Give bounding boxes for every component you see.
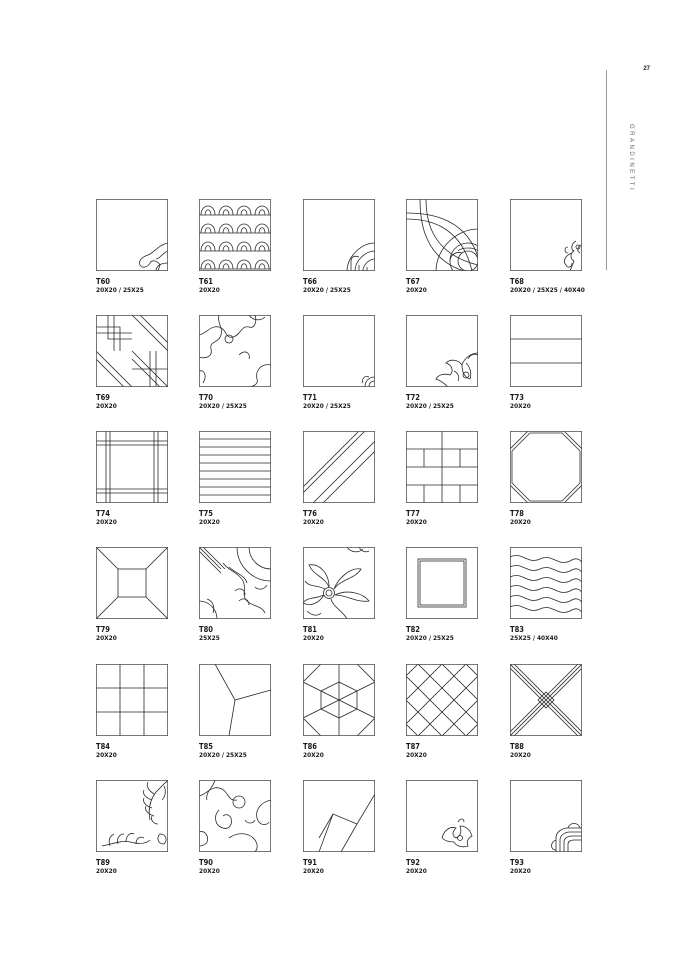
tile-code: T74	[96, 509, 110, 518]
inner-square-pattern	[406, 547, 478, 619]
rhombus-fold-pattern	[303, 780, 375, 852]
tile-code: T75	[199, 509, 213, 518]
nine-grid-pattern	[96, 664, 168, 736]
tile-caption	[406, 510, 516, 526]
tile-t83	[510, 547, 582, 642]
tile-code: T80	[199, 625, 213, 634]
tile-size: 20X20 / 25X25 / 40X40	[510, 286, 585, 294]
scroll-ornament-pattern	[199, 780, 271, 852]
tile-code: T60	[96, 277, 110, 286]
tile-code: T71	[303, 393, 317, 402]
tile-t68	[510, 199, 585, 294]
tile-caption	[303, 510, 413, 526]
tile-t82	[406, 547, 478, 642]
tile-t81	[303, 547, 375, 642]
tile-size: 20X20 / 25X25	[199, 402, 247, 410]
tile-t90	[199, 780, 271, 875]
tile-t69	[96, 315, 168, 410]
tile-caption	[406, 394, 516, 410]
tile-size: 20X20	[303, 634, 324, 642]
tile-t93	[510, 780, 582, 875]
tile-size: 20X20 / 25X25	[406, 634, 454, 642]
tile-code: T90	[199, 858, 213, 867]
tile-caption	[303, 394, 413, 410]
tile-caption	[406, 278, 516, 294]
tile-code: T82	[406, 625, 420, 634]
tile-size: 20X20	[96, 751, 117, 759]
brick-grid-pattern	[406, 431, 478, 503]
tile-code: T73	[510, 393, 524, 402]
corner-knot-pattern	[510, 780, 582, 852]
three-way-split-pattern	[199, 664, 271, 736]
tile-size: 20X20 / 25X25	[96, 286, 144, 294]
pyramid-pattern	[96, 547, 168, 619]
tile-t87	[406, 664, 478, 759]
tile-code: T86	[303, 742, 317, 751]
tile-code: T78	[510, 509, 524, 518]
tile-t67	[406, 199, 478, 294]
tile-t84	[96, 664, 168, 759]
tile-caption	[510, 859, 620, 875]
tile-size: 20X20	[303, 518, 324, 526]
diagonal-cross-pattern	[510, 664, 582, 736]
tile-t88	[510, 664, 582, 759]
tile-caption	[199, 394, 309, 410]
tile-t89	[96, 780, 168, 875]
corner-arches-pattern	[303, 199, 375, 271]
basket-weave-pattern	[96, 315, 168, 387]
tile-code: T68	[510, 277, 524, 286]
ornate-quarter-pattern	[199, 547, 271, 619]
cube-star-pattern	[303, 664, 375, 736]
tile-caption	[510, 743, 620, 759]
tile-size: 20X20	[96, 402, 117, 410]
tile-t79	[96, 547, 168, 642]
acanthus-corner-pattern	[406, 315, 478, 387]
tile-t66	[303, 199, 375, 294]
tile-size: 20X20	[199, 867, 220, 875]
tile-caption	[199, 510, 309, 526]
fern-corner-pattern	[96, 780, 168, 852]
tile-t76	[303, 431, 375, 526]
tile-size: 20X20 / 25X25	[303, 402, 351, 410]
diagonal-band-pattern	[303, 431, 375, 503]
tile-size: 20X20	[510, 402, 531, 410]
side-rule	[606, 70, 607, 270]
tile-code: T77	[406, 509, 420, 518]
tile-code: T76	[303, 509, 317, 518]
tile-code: T87	[406, 742, 420, 751]
tile-size: 20X20	[96, 867, 117, 875]
tile-t91	[303, 780, 375, 875]
leaf-medallion-pattern	[303, 547, 375, 619]
tile-caption	[96, 394, 206, 410]
tile-size: 20X20 / 25X25	[303, 286, 351, 294]
tile-t75	[199, 431, 271, 526]
interlocking-arches-pattern	[199, 199, 271, 271]
diamond-lattice-pattern	[406, 664, 478, 736]
corner-fleur-pattern	[510, 199, 582, 271]
tile-size: 20X20	[406, 286, 427, 294]
tile-caption	[406, 743, 516, 759]
tile-t85	[199, 664, 271, 759]
tile-caption	[199, 859, 309, 875]
horizontal-stripes-pattern	[199, 431, 271, 503]
quarter-rosette-pattern	[406, 199, 478, 271]
tile-size: 20X20	[510, 867, 531, 875]
tile-caption	[96, 743, 206, 759]
border-frame-pattern	[96, 431, 168, 503]
tile-code: T66	[303, 277, 317, 286]
tile-code: T72	[406, 393, 420, 402]
tile-t74	[96, 431, 168, 526]
tile-size: 20X20 / 25X25	[406, 402, 454, 410]
tile-size: 20X20	[406, 518, 427, 526]
tile-caption	[303, 743, 413, 759]
tile-t71	[303, 315, 375, 410]
baroque-corners-pattern	[199, 315, 271, 387]
tile-code: T81	[303, 625, 317, 634]
tile-caption	[199, 743, 309, 759]
three-bands-pattern	[510, 315, 582, 387]
tile-size: 20X20	[510, 518, 531, 526]
tile-code: T89	[96, 858, 110, 867]
tile-code: T88	[510, 742, 524, 751]
tile-code: T69	[96, 393, 110, 402]
tile-code: T79	[96, 625, 110, 634]
tile-caption	[510, 278, 620, 294]
small-fleuron-pattern	[406, 780, 478, 852]
tile-size: 20X20	[96, 634, 117, 642]
tile-size: 20X20	[303, 751, 324, 759]
page-number: 27	[643, 66, 650, 72]
tile-t73	[510, 315, 582, 410]
tile-size: 25X25 / 40X40	[510, 634, 558, 642]
tile-caption	[303, 859, 413, 875]
tile-caption	[510, 626, 620, 642]
tile-code: T93	[510, 858, 524, 867]
corner-scroll-pattern	[96, 199, 168, 271]
tile-t72	[406, 315, 478, 410]
tile-size: 20X20 / 25X25	[199, 751, 247, 759]
tile-caption	[303, 626, 413, 642]
tile-t60	[96, 199, 168, 294]
tile-caption	[406, 626, 516, 642]
tile-size: 20X20	[199, 518, 220, 526]
tile-caption	[96, 510, 206, 526]
section-title: GRANDINETTI	[628, 124, 634, 193]
tile-t86	[303, 664, 375, 759]
tile-code: T85	[199, 742, 213, 751]
tile-caption	[96, 626, 206, 642]
tile-caption	[510, 394, 620, 410]
tile-code: T83	[510, 625, 524, 634]
tile-code: T91	[303, 858, 317, 867]
tile-t92	[406, 780, 478, 875]
tile-size: 20X20	[406, 867, 427, 875]
tile-code: T61	[199, 277, 213, 286]
tile-size: 20X20	[303, 867, 324, 875]
tile-caption	[96, 278, 206, 294]
tile-t61	[199, 199, 271, 294]
octagon-pattern	[510, 431, 582, 503]
tile-caption	[510, 510, 620, 526]
tile-size: 20X20	[510, 751, 531, 759]
tile-caption	[96, 859, 206, 875]
tile-caption	[199, 278, 309, 294]
tile-code: T84	[96, 742, 110, 751]
tile-size: 25X25	[199, 634, 220, 642]
small-corner-motif-pattern	[303, 315, 375, 387]
tile-caption	[199, 626, 309, 642]
tile-code: T92	[406, 858, 420, 867]
tile-t80	[199, 547, 271, 642]
tile-t70	[199, 315, 271, 410]
tile-t78	[510, 431, 582, 526]
tile-size: 20X20	[96, 518, 117, 526]
tile-caption	[406, 859, 516, 875]
tile-code: T67	[406, 277, 420, 286]
tile-size: 20X20	[199, 286, 220, 294]
waves-pattern	[510, 547, 582, 619]
tile-t77	[406, 431, 478, 526]
tile-size: 20X20	[406, 751, 427, 759]
tile-code: T70	[199, 393, 213, 402]
tile-caption	[303, 278, 413, 294]
